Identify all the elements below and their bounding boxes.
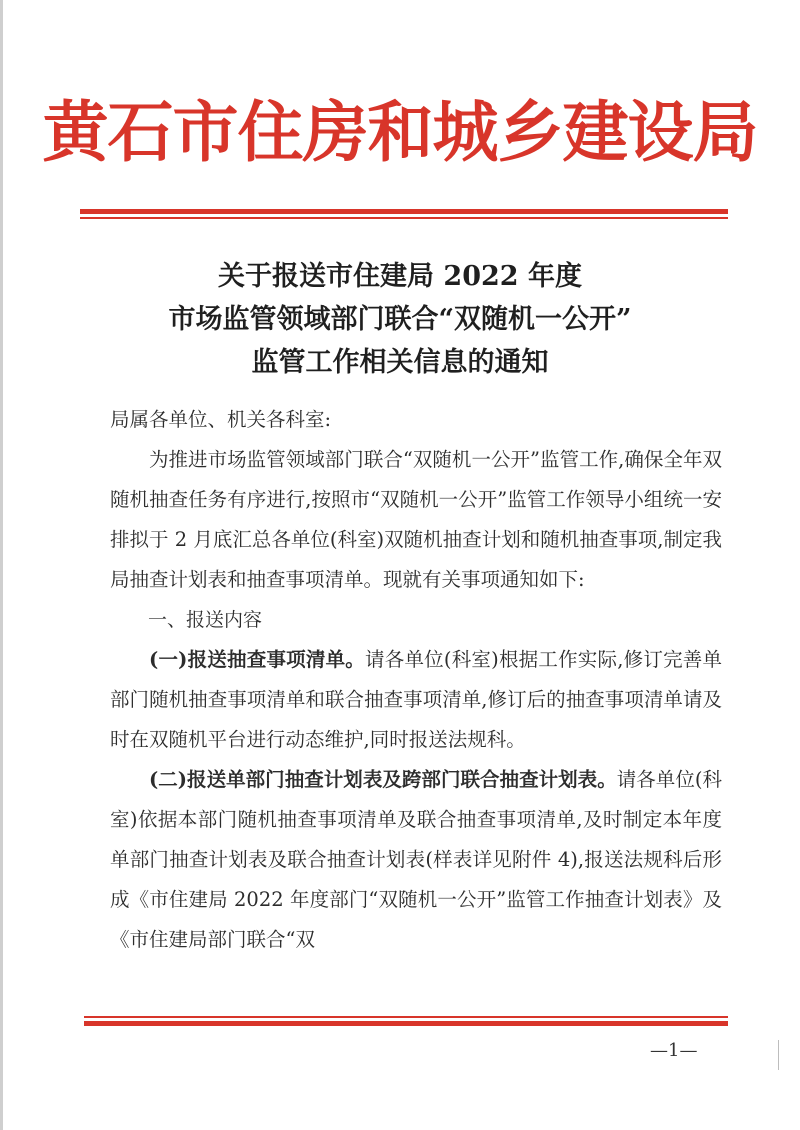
section-heading-1: 一、报送内容 [148, 609, 263, 631]
masthead-rule-thin [80, 217, 728, 219]
salutation: 局属各单位、机关各科室: [110, 408, 332, 431]
masthead-rule-thick [80, 209, 728, 214]
page-number: —1— [650, 1040, 698, 1061]
item-2-text: 请各单位(科室)依据本部门随机抽查事项清单及联合抽查事项清单,及时制定本年度单部门抽查计划表及联合抽查计划表(样表详见附件 4),报送法规科后形成《市住建局 2022 年度部门“双随机一公开”监管工作抽查计划表》及《市住建局部门联合“双 [110, 768, 722, 951]
footer-rule-thick [84, 1021, 728, 1026]
item-2-heading: (二)报送单部门抽查计划表及跨部门联合抽查计划表。 [149, 768, 617, 791]
item-1-text: 请各单位(科室)根据工作实际,修订完善单部门随机抽查事项清单和联合抽查事项清单,修订后的抽查事项清单请及时在双随机平台进行动态维护,同时报送法规科。 [110, 648, 723, 751]
intro-paragraph: 为推进市场监管领域部门联合“双随机一公开”监管工作,确保全年双随机抽查任务有序进行,按照市“双随机一公开”监管工作领导小组统一安排拟于 2 月底汇总各单位(科室)双随机抽查计划和随机抽查事项,制定我局抽查计划表和抽查事项清单。现就有关事项通知如下: [110, 448, 722, 591]
item-2-paragraph [110, 760, 722, 960]
title-line-2: 市场监管领域部门联合“双随机一公开” [168, 304, 632, 335]
footer-rule-thin [84, 1016, 728, 1018]
item-1-heading: (一)报送抽查事项清单。 [149, 648, 366, 671]
title-line-3: 监管工作相关信息的通知 [251, 347, 549, 378]
document-body [110, 400, 722, 960]
item-1-paragraph [110, 640, 722, 760]
title-line-1: 关于报送市住建局 2022 年度 [218, 261, 582, 292]
scan-edge [0, 0, 3, 1130]
document-title [0, 255, 800, 384]
scan-mark [778, 1040, 779, 1070]
masthead: 黄石市住房和城乡建设局 [42, 93, 758, 171]
